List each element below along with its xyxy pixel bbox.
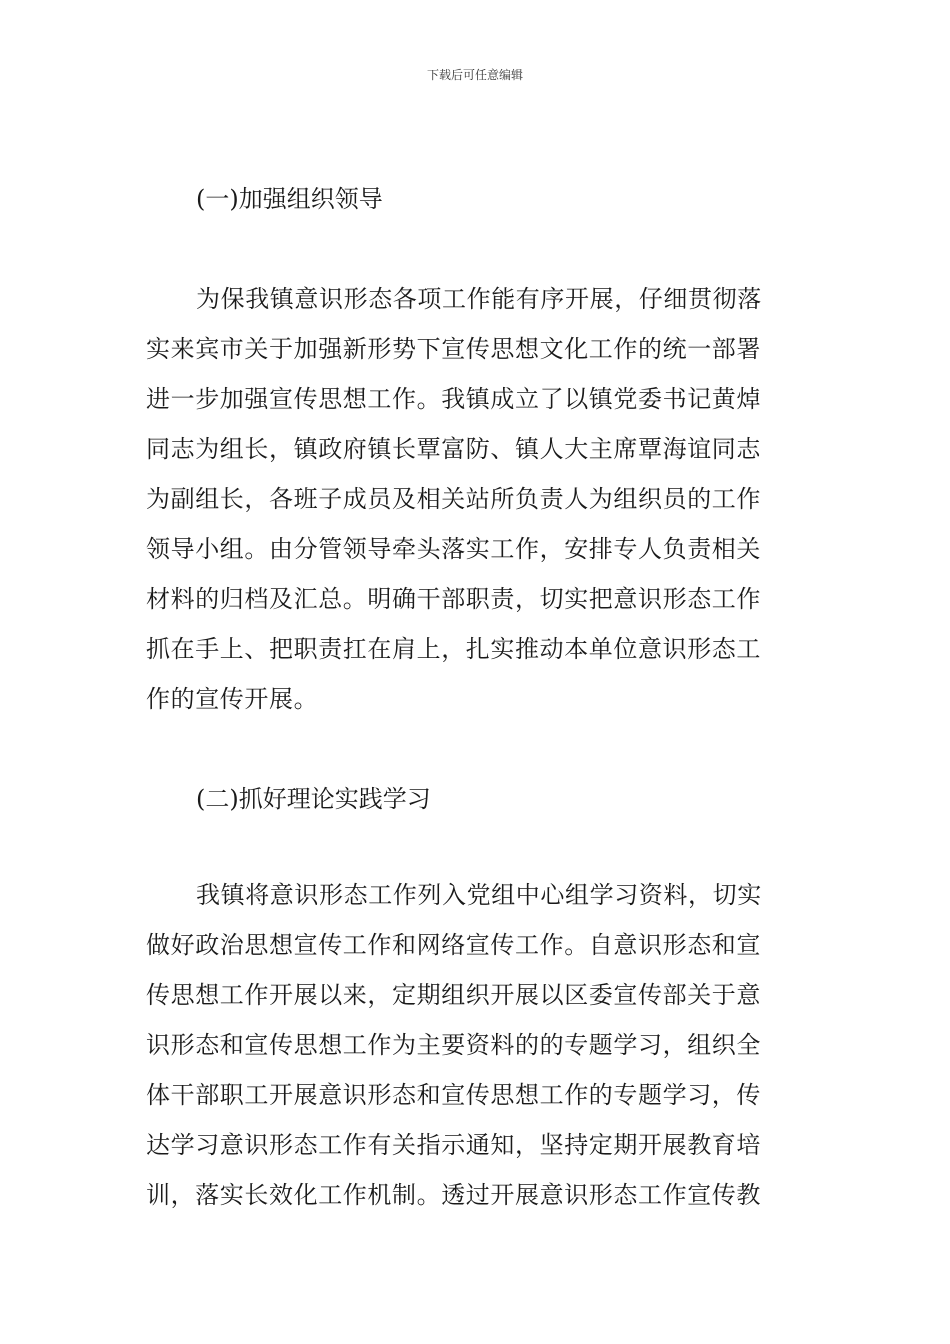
section-heading-1: (一)加强组织领导 [196, 185, 383, 213]
paragraph-line: 进一步加强宣传思想工作。我镇成立了以镇党委书记黄焯 [146, 385, 761, 413]
paragraph-line: 达学习意识形态工作有关指示通知，坚持定期开展教育培 [146, 1131, 761, 1159]
paragraph-line: 为副组长，各班子成员及相关站所负责人为组织员的工作 [146, 485, 761, 513]
section-heading-2: (二)抓好理论实践学习 [196, 785, 431, 813]
paragraph-line: 识形态和宣传思想工作为主要资料的的专题学习，组织全 [146, 1031, 761, 1059]
section-paragraph-1 [146, 274, 810, 724]
paragraph-line: 实来宾市关于加强新形势下宣传思想文化工作的统一部署 [146, 335, 761, 363]
paragraph-line: 训，落实长效化工作机制。透过开展意识形态工作宣传教 [146, 1181, 761, 1209]
paragraph-line: 同志为组长，镇政府镇长覃富防、镇人大主席覃海谊同志 [146, 435, 761, 463]
header-note: 下载后可任意编辑 [426, 68, 523, 82]
paragraph-line: 传思想工作开展以来，定期组织开展以区委宣传部关于意 [146, 981, 761, 1009]
paragraph-line: 体干部职工开展意识形态和宣传思想工作的专题学习，传 [146, 1081, 761, 1109]
paragraph-line: 为保我镇意识形态各项工作能有序开展，仔细贯彻落 [196, 285, 762, 313]
paragraph-line: 做好政治思想宣传工作和网络宣传工作。自意识形态和宣 [146, 931, 761, 959]
section-paragraph-2 [146, 870, 810, 1220]
paragraph-line: 材料的归档及汇总。明确干部职责，切实把意识形态工作 [146, 585, 761, 613]
paragraph-line: 作的宣传开展。 [146, 685, 319, 713]
paragraph-line: 我镇将意识形态工作列入党组中心组学习资料，切实 [196, 881, 762, 909]
paragraph-line: 抓在手上、把职责扛在肩上，扎实推动本单位意识形态工 [146, 635, 761, 663]
paragraph-line: 领导小组。由分管领导牵头落实工作，安排专人负责相关 [146, 535, 761, 563]
